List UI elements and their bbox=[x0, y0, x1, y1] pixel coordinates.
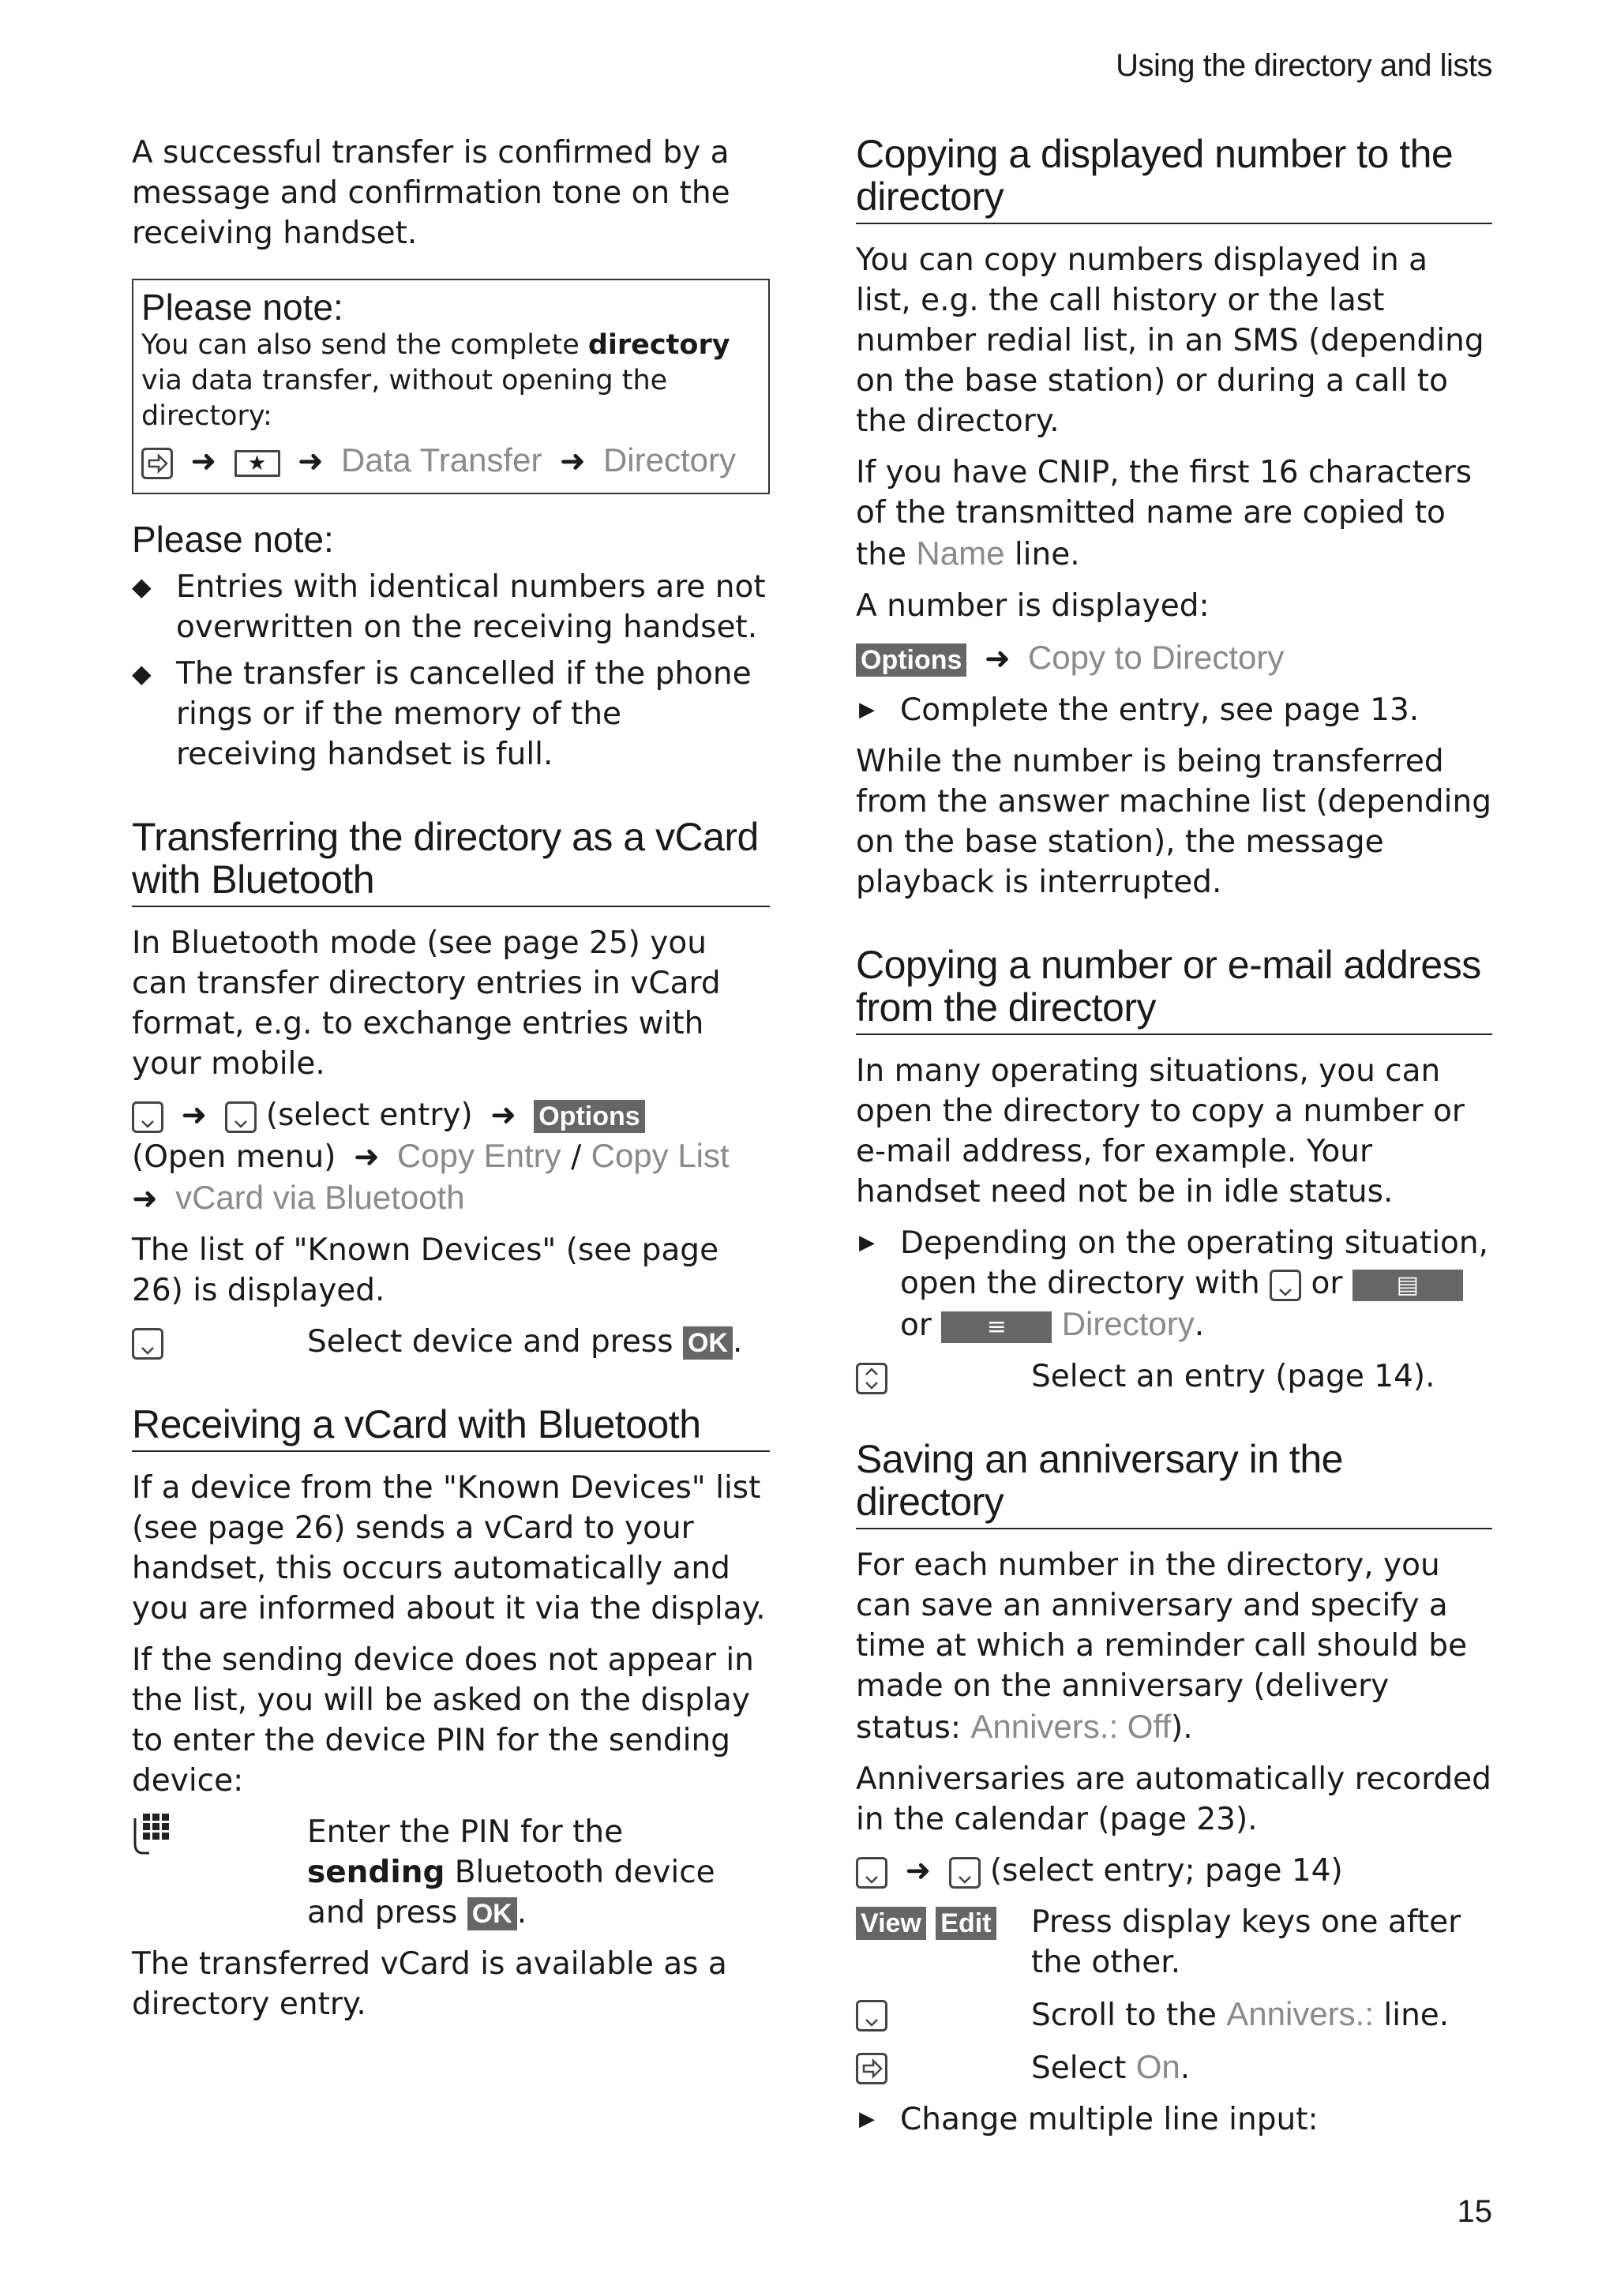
list-menu-icon: ≡ bbox=[941, 1311, 1052, 1343]
paragraph: In many operating situations, you can open the directory to copy a number or e-mail address, for example. Your handset need not be in idle status. bbox=[856, 1053, 1465, 1210]
paragraph: A number is displayed: bbox=[856, 588, 1210, 624]
paragraph: In Bluetooth mode (see page 25) you can transfer directory entries in vCard format, e.g. to exchange entries with your mobile. bbox=[132, 925, 721, 1082]
step-row: Select an entry (page 14). bbox=[856, 1356, 1492, 1397]
intro-paragraph: A successful transfer is confirmed by a message and confirmation tone on the receiving handset. bbox=[132, 135, 730, 251]
menu-copy-list: Copy List bbox=[591, 1137, 730, 1174]
nav-down-icon bbox=[225, 1101, 257, 1133]
running-head: Using the directory and lists bbox=[1116, 48, 1492, 83]
menu-annivers: Annivers.: bbox=[1226, 1995, 1375, 2032]
operation-path: ➜ (select entry) ➜ Options (Open menu) ➜ Copy Entry / Copy List ➜ vCard via Bluetooth bbox=[132, 1097, 730, 1217]
bullet-item: ▶ Complete the entry, see page 13. bbox=[856, 690, 1492, 730]
nav-down-icon bbox=[132, 1101, 163, 1133]
menu-copy-entry: Copy Entry bbox=[396, 1137, 561, 1174]
menu-annivers-off: Annivers.: Off bbox=[970, 1708, 1172, 1745]
nav-down-icon bbox=[949, 1857, 981, 1889]
section-transfer-vcard bbox=[132, 816, 770, 1362]
arrow-icon: ➜ bbox=[190, 444, 217, 479]
menu-key-icon bbox=[141, 448, 173, 479]
nav-down-icon bbox=[1270, 1270, 1301, 1301]
menu-name: Name bbox=[916, 535, 1005, 572]
options-key: Options bbox=[856, 643, 966, 677]
paragraph: If a device from the "Known Devices" list (see page 26) sends a vCard to your handset, this occurs automatically and you are informed about it via the display. bbox=[132, 1470, 766, 1626]
step-row: Enter the PIN for the sending Bluetooth device and press OK . bbox=[132, 1812, 770, 1933]
left-column bbox=[132, 133, 770, 2035]
ok-key: OK bbox=[467, 1897, 517, 1930]
section-title: Copying a displayed number to the directory bbox=[856, 133, 1492, 224]
menu-directory: Directory bbox=[602, 441, 736, 478]
list-item: ◆ The transfer is cancelled if the phone rings or if the memory of the receiving handset is full. bbox=[132, 654, 770, 775]
menu-key-icon bbox=[856, 2053, 887, 2084]
section-title: Receiving a vCard with Bluetooth bbox=[132, 1403, 770, 1452]
section-title: Transferring the directory as a vCard with Bluetooth bbox=[132, 816, 770, 907]
nav-updown-icon bbox=[856, 1363, 887, 1394]
step-row: Scroll to the Annivers.: line. bbox=[856, 1994, 1492, 2035]
paragraph: The list of "Known Devices" (see page 26) is displayed. bbox=[132, 1232, 719, 1308]
arrow-icon: ➜ bbox=[559, 444, 586, 479]
directory-book-icon: ▤ bbox=[1353, 1270, 1463, 1301]
menu-directory: Directory bbox=[1061, 1305, 1195, 1342]
paragraph: If you have CNIP, the first 16 characters of the transmitted name are copied to the Name line. bbox=[856, 455, 1473, 572]
ok-key: OK bbox=[683, 1326, 733, 1360]
note-menu-path bbox=[141, 441, 760, 482]
arrow-icon: ➜ bbox=[181, 1097, 208, 1133]
section-copy-from-directory bbox=[856, 944, 1492, 1397]
section-title: Saving an anniversary in the directory bbox=[856, 1438, 1492, 1529]
note2-list bbox=[132, 567, 770, 775]
operation-path bbox=[856, 637, 1492, 679]
section-receive-vcard bbox=[132, 1403, 770, 2024]
paragraph: For each number in the directory, you can save an anniversary and specify a time at which a reminder call should be made on the anniversary (delivery status: Annivers.: Off). bbox=[856, 1548, 1468, 1746]
section-copy-displayed bbox=[856, 133, 1492, 902]
edit-key: Edit bbox=[936, 1907, 996, 1940]
paragraph: If the sending device does not appear in the list, you will be asked on the display to enter the device PIN for the sending device: bbox=[132, 1642, 754, 1799]
step-row: Select On. bbox=[856, 2047, 1492, 2088]
bullet-item: ▶ Depending on the operating situation, open the directory with or ▤ or ≡ Directory. bbox=[856, 1223, 1492, 1345]
note-title: Please note: bbox=[141, 287, 343, 328]
note-text: You can also send the complete directory via data transfer, without opening the directory: bbox=[141, 329, 730, 432]
arrow-icon: ➜ bbox=[132, 1181, 158, 1217]
paragraph: You can copy numbers displayed in a list, e.g. the call history or the last number redial list, in an SMS (depending on the base station) or during a call to the directory. bbox=[856, 242, 1484, 439]
bullet-item: ▶ Change multiple line input: bbox=[856, 2099, 1492, 2140]
nav-down-icon bbox=[856, 2000, 887, 2032]
nav-down-icon bbox=[132, 1328, 163, 1360]
arrow-icon: ➜ bbox=[490, 1097, 516, 1133]
arrow-icon: ➜ bbox=[905, 1853, 932, 1889]
paragraph: Anniversaries are automatically recorded in the calendar (page 23). bbox=[856, 1761, 1491, 1837]
options-key: Options bbox=[534, 1100, 644, 1133]
nav-down-icon bbox=[856, 1857, 887, 1889]
menu-copy-to-directory: Copy to Directory bbox=[1027, 639, 1285, 676]
menu-on: On bbox=[1135, 2048, 1180, 2085]
step-row: View Edit Press display keys one after the other. bbox=[856, 1902, 1492, 1983]
note-box bbox=[132, 279, 770, 494]
page-number: 15 bbox=[1457, 2194, 1492, 2229]
list-item: ◆ Entries with identical numbers are not overwritten on the receiving handset. bbox=[132, 567, 770, 647]
view-key: View bbox=[856, 1907, 926, 1940]
paragraph: The transferred vCard is available as a directory entry. bbox=[132, 1946, 727, 2022]
arrow-icon: ➜ bbox=[297, 444, 324, 479]
star-key-icon: ★ bbox=[234, 450, 280, 477]
menu-data-transfer: Data Transfer bbox=[341, 441, 542, 478]
paragraph: While the number is being transferred from the answer machine list (depending on the base station), the message playback is interrupted. bbox=[856, 744, 1491, 900]
step-row: Select device and press OK . bbox=[132, 1322, 770, 1362]
right-column bbox=[856, 133, 1492, 2151]
arrow-icon: ➜ bbox=[353, 1139, 380, 1175]
keypad-icon bbox=[132, 1829, 171, 1864]
arrow-icon: ➜ bbox=[984, 641, 1011, 677]
note2-title: Please note: bbox=[132, 519, 334, 560]
menu-vcard-bluetooth: vCard via Bluetooth bbox=[175, 1179, 465, 1216]
section-title: Copying a number or e-mail address from the directory bbox=[856, 944, 1492, 1035]
operation-path: ➜ (select entry; page 14) bbox=[856, 1851, 1492, 1891]
section-anniversary bbox=[856, 1438, 1492, 2140]
